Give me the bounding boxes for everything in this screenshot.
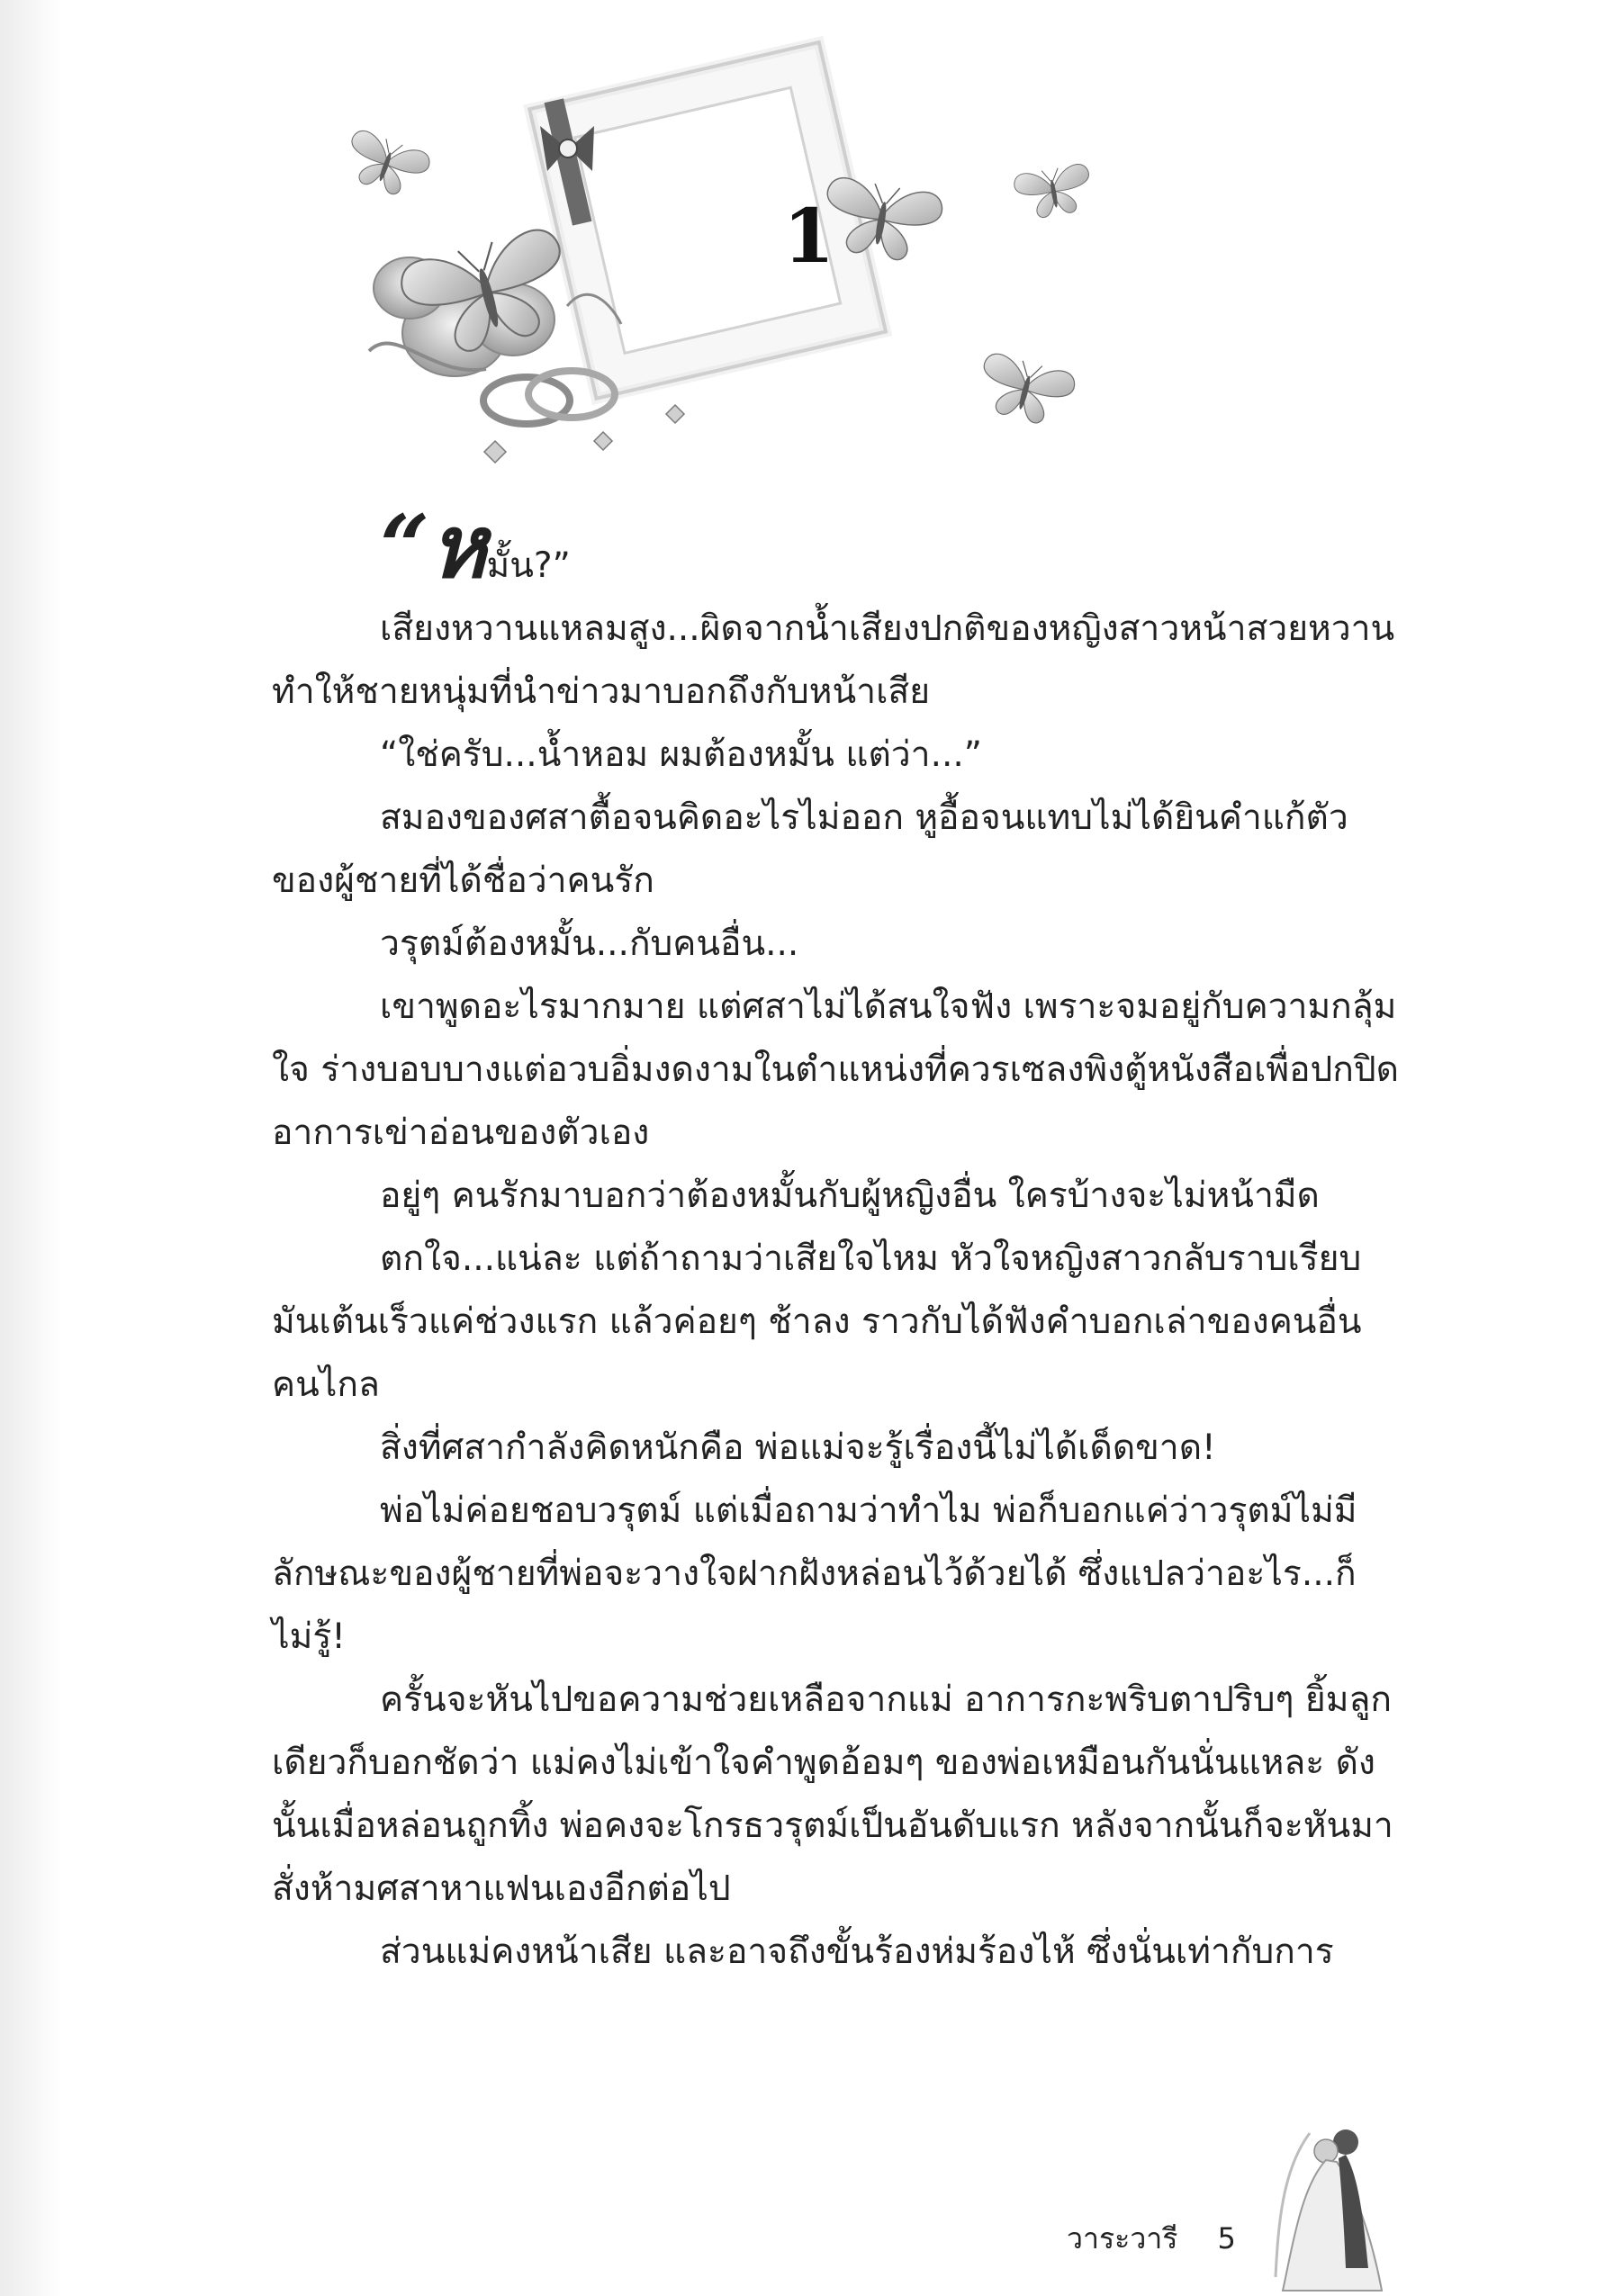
opening-rest: มั้น?” xyxy=(486,545,571,586)
butterfly-icon xyxy=(973,351,1078,430)
page-footer xyxy=(1067,2216,1236,2262)
page-edge-shadow xyxy=(0,0,63,2296)
page-number: 5 xyxy=(1217,2221,1236,2255)
chapter-body xyxy=(272,496,1408,1984)
paragraph: เขาพูดอะไรมากมาย แต่ศสาไม่ได้สนใจฟัง เพราะจมอยู่กับความกลุ้มใจ ร่างบอบบางแต่อวบอิ่มงดงามในตำแหน่งที่ควรเซลงพิงตู้หนังสือเพื่อปกปิดอาการเข่าอ่อนของตัวเอง xyxy=(272,986,1399,1153)
paragraph: วรุตม์ต้องหมั้น...กับคนอื่น... xyxy=(380,923,799,964)
chapter-number: 1 xyxy=(783,194,835,280)
paragraph: พ่อไม่ค่อยชอบวรุตม์ แต่เมื่อถามว่าทำไม พ่อก็บอกแค่ว่าวรุตม์ไม่มีลักษณะของผู้ชายที่พ่อจะวางใจฝากฝังหล่อนไว้ด้วยได้ ซึ่งแปลว่าอะไร...ก็ไม่รู้! xyxy=(272,1490,1357,1657)
drop-cap: ห xyxy=(429,496,487,598)
paragraph: สมองของศสาตื้อจนคิดอะไรไม่ออก หูอื้อจนแทบไม่ได้ยินคำแก้ตัวของผู้ชายที่ได้ชื่อว่าคนรัก xyxy=(272,797,1348,901)
opening-line xyxy=(380,496,1408,598)
paragraph: อยู่ๆ คนรักมาบอกว่าต้องหมั้นกับผู้หญิงอื่น ใครบ้างจะไม่หน้ามืด xyxy=(380,1175,1320,1216)
paragraph: ตกใจ...แน่ละ แต่ถ้าถามว่าเสียใจไหม หัวใจหญิงสาวกลับราบเรียบ มันเต้นเร็วแค่ช่วงแรก แล้วค่อยๆ ช้าลง ราวกับได้ฟังคำบอกเล่าของคนอื่นคนไกล xyxy=(272,1238,1362,1405)
paragraph: สิ่งที่ศสากำลังคิดหนักคือ พ่อแม่จะรู้เรื่องนี้ไม่ได้เด็ดขาด! xyxy=(380,1427,1216,1468)
paragraph: ส่วนแม่คงหน้าเสีย และอาจถึงขั้นร้องห่มร้องไห้ ซึ่งนั่นเท่ากับการ xyxy=(380,1931,1334,1972)
paragraph: เสียงหวานแหลมสูง...ผิดจากน้ำเสียงปกติของหญิงสาวหน้าสวยหวาน ทำให้ชายหนุ่มที่นำข่าวมาบอกถึงกับหน้าเสีย xyxy=(272,608,1395,712)
opening-quote-mark: “ xyxy=(380,496,430,598)
butterfly-icon xyxy=(342,128,433,203)
paragraph: ครั้นจะหันไปขอความช่วยเหลือจากแม่ อาการกะพริบตาปริบๆ ยิ้มลูกเดียวก็บอกชัดว่า แม่คงไม่เข้าใจคำพูดอ้อมๆ ของพ่อเหมือนกันนั่นแหละ ดังนั้นเมื่อหล่อนถูกทิ้ง พ่อคงจะโกรธวรุตม์เป็นอันดับแรก หลังจากนั้นก็จะหันมาสั่งห้ามศสาหาแฟนเองอีกต่อไป xyxy=(272,1679,1393,1909)
bride-groom-icon xyxy=(1274,2115,1400,2295)
paragraph: “ใช่ครับ...น้ำหอม ผมต้องหมั้น แต่ว่า...” xyxy=(380,734,982,775)
butterfly-icon xyxy=(1013,163,1095,222)
footer-author: วาระวารี xyxy=(1067,2221,1178,2255)
